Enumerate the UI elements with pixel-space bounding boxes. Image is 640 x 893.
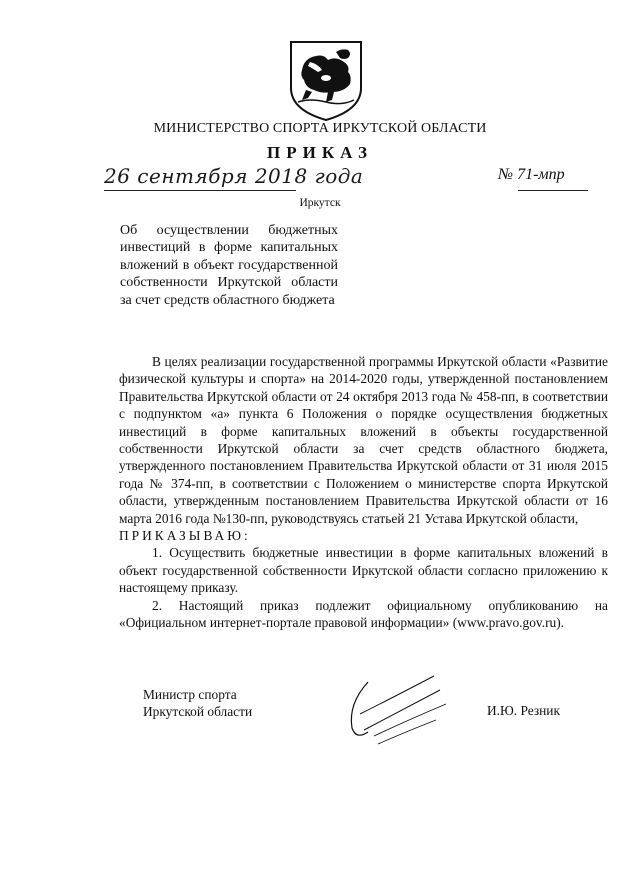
document-date: 26 сентября 2018 года — [104, 164, 364, 188]
signer-title-line: Министр спорта — [143, 687, 237, 702]
order-word: ПРИКАЗЫВАЮ: — [119, 528, 251, 544]
order-item: 1. Осуществить бюджетные инвестиции в форме капитальных вложений в объект государственной собственности Иркутской области согласно приложению к настоящему приказу. — [119, 545, 608, 596]
document-subject — [120, 222, 338, 309]
subject-text: Об осуществлении бюджетных инвестиций в форме капитальных вложений в объект государственной собственности Иркутской области за счет средств областного бюджета — [120, 223, 338, 308]
number-underline — [518, 190, 588, 191]
document-body — [119, 353, 608, 632]
signer-name: И.Ю. Резник — [487, 703, 560, 718]
date-underline — [104, 190, 296, 191]
document-city: Иркутск — [299, 197, 341, 209]
signer-title-line: Иркутской области — [143, 704, 253, 720]
signer-title — [143, 686, 252, 721]
handwritten-signature — [338, 670, 450, 752]
order-item: 2. Настоящий приказ подлежит официальному опубликованию на «Официальном интернет-портале правовой информации» (www.pravo.gov.ru). — [119, 597, 608, 631]
preamble-paragraph: В целях реализации государственной программы Иркутской области «Развитие физической культуры и спорта» на 2014-2020 годы, утвержденной постановлением Правительства Иркутской области от 24 октября 2013 года № 458-пп, в соответствии с подпунктом «а» пункта 6 Положения о порядке осуществления бюджетных инвестиций в форме капитальных вложений в объекты государственной собственности Иркутской области за счет средств областного бюджета, утвержденного постановлением Правительства Иркутской области от 31 июля 2015 года № 374-пп, в соответствии с Положением о министерстве спорта Иркутской области, утвержденным постановлением Правительства Иркутской области от 16 марта 2016 года №130-пп, руководствуясь статьей 21 Устава Иркутской области, — [119, 354, 608, 526]
document-type: ПРИКАЗ — [267, 143, 373, 162]
ministry-name: МИНИСТЕРСТВО СПОРТА ИРКУТСКОЙ ОБЛАСТИ — [153, 121, 487, 136]
irkutsk-coat-of-arms-icon — [288, 40, 364, 122]
document-number: № 71-мпр — [498, 166, 565, 183]
